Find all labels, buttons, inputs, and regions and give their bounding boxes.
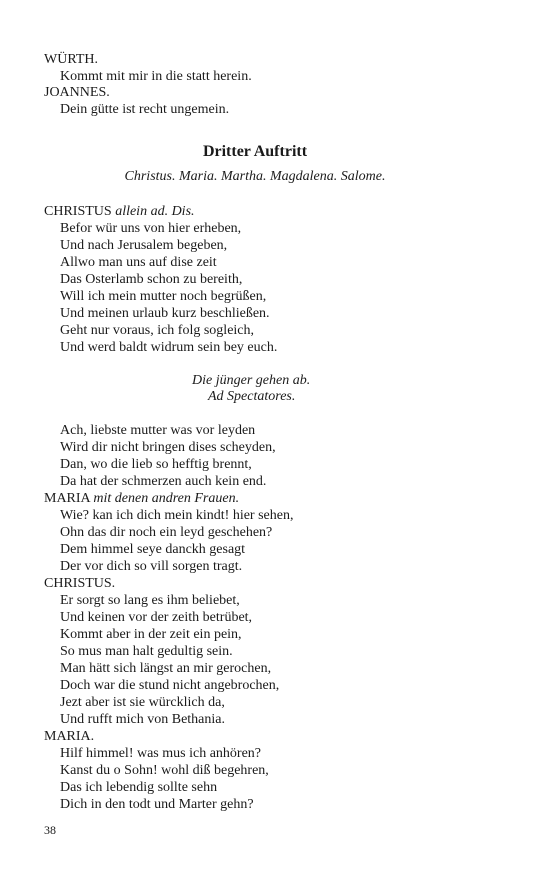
verse-line: Doch war die stund nicht angebrochen, (60, 678, 280, 693)
verse-line: Man hätt sich längst an mir gerochen, (60, 661, 272, 676)
verse-line: Das ich lebendig sollte sehn (60, 780, 218, 795)
verse-line: Und meinen urlaub kurz beschließen. (60, 306, 270, 321)
verse-line: Hilf himmel! was mus ich anhören? (60, 746, 262, 761)
verse-line: Dich in den todt und Marter gehn? (60, 797, 254, 812)
verse-line: Das Osterlamb schon zu bereith, (60, 272, 243, 287)
verse-line: Er sorgt so lang es ihm beliebet, (60, 593, 240, 608)
speaker-joannes: JOANNES. (44, 85, 110, 100)
speaker-name: MARIA (44, 491, 90, 506)
verse-line: Kommt mit mir in die statt herein. (60, 69, 252, 84)
verse-line: Und werd baldt widrum sein bey euch. (60, 340, 278, 355)
verse-line: Kommt aber in der zeit ein pein, (60, 627, 242, 642)
speaker-maria: MARIA. (44, 729, 95, 744)
verse-line: Kanst du o Sohn! wohl diß begehren, (60, 763, 269, 778)
speaker-christus (44, 203, 195, 220)
verse-line: Jezt aber ist sie würcklich da, (60, 695, 225, 710)
stage-direction-inline: mit denen andren Frauen. (93, 491, 240, 506)
verse-line: Ohn das dir noch ein leyd geschehen? (60, 525, 273, 540)
verse-line: Wird dir nicht bringen dises scheyden, (60, 440, 276, 455)
speaker-christus: CHRISTUS. (44, 576, 116, 591)
speaker-name: CHRISTUS (44, 204, 112, 219)
verse-line: Dein gütte ist recht ungemein. (60, 102, 230, 117)
verse-line: Und keinen vor der zeith betrübet, (60, 610, 253, 625)
verse-line: Wie? kan ich dich mein kindt! hier sehen, (60, 508, 294, 523)
verse-line: Geht nur voraus, ich folg sogleich, (60, 323, 255, 338)
stage-direction: Ad Spectatores. (208, 389, 296, 404)
scene-heading: Dritter Auftritt (202, 143, 308, 160)
verse-line: Allwo man uns auf dise zeit (60, 255, 217, 270)
cast-list: Christus. Maria. Martha. Magdalena. Salome. (124, 169, 386, 184)
stage-direction-inline: allein ad. Dis. (115, 204, 195, 219)
verse-line: Und nach Jerusalem begeben, (60, 238, 228, 253)
speaker-maria (44, 490, 239, 507)
speaker-wurth: WÜRTH. (44, 52, 98, 67)
verse-line: Befor wür uns von hier erheben, (60, 221, 242, 236)
verse-line: Dan, wo die lieb so hefftig brennt, (60, 457, 252, 472)
verse-line: Will ich mein mutter noch begrüßen, (60, 289, 267, 304)
verse-line: Der vor dich so vill sorgen tragt. (60, 559, 243, 574)
page-number: 38 (44, 823, 56, 837)
stage-direction: Die jünger gehen ab. (192, 373, 311, 388)
verse-line: Da hat der schmerzen auch kein end. (60, 474, 267, 489)
verse-line: Und rufft mich von Bethania. (60, 712, 225, 727)
verse-line: Dem himmel seye danckh gesagt (60, 542, 246, 557)
verse-line: So mus man halt gedultig sein. (60, 644, 233, 659)
verse-line: Ach, liebste mutter was vor leyden (60, 423, 256, 438)
